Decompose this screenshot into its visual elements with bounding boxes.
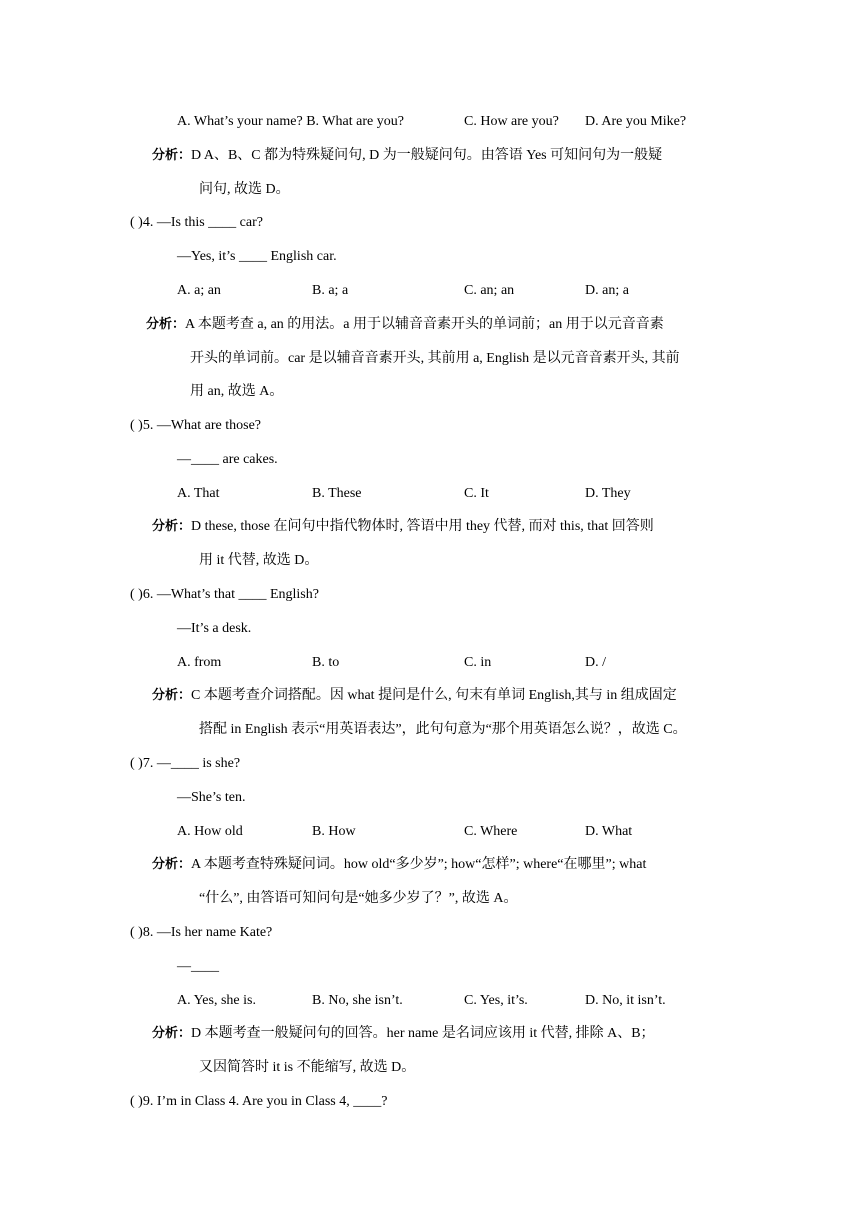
q8-option-a: A. Yes, she is.	[177, 993, 256, 1008]
q4-option-b: B. a; a	[312, 283, 349, 298]
q5-option-b: B. These	[312, 486, 362, 501]
answer-paren: ( )	[130, 587, 143, 602]
q7-option-c: C. Where	[464, 824, 518, 839]
q3-analysis-line1: 分析：D A、B、C 都为特殊疑问句, D 为一般疑问句。由答语 Yes 可知问句为一般疑	[152, 148, 663, 163]
q5-option-a: A. That	[177, 486, 220, 501]
q7-answer-line: —She’s ten.	[177, 790, 246, 805]
q5-answer-line: —____ are cakes.	[177, 452, 278, 467]
q3-analysis-line2: 问句, 故选 D。	[199, 182, 290, 197]
q7-option-d: D. What	[585, 824, 633, 839]
analysis-label: 分析：	[146, 317, 186, 332]
q7-option-a: A. How old	[177, 824, 243, 839]
analysis-label: 分析：	[152, 857, 192, 872]
q6-option-a: A. from	[177, 655, 222, 670]
q6-option-d: D. /	[585, 655, 606, 670]
q4-analysis-line3: 用 an, 故选 A。	[190, 384, 284, 399]
q6-stem: ( )6. —What’s that ____ English?	[130, 587, 319, 602]
q3-option-d: D. Are you Mike?	[585, 114, 687, 129]
analysis-label: 分析：	[152, 519, 192, 534]
q5-option-c: C. It	[464, 486, 489, 501]
answer-paren: ( )	[130, 1094, 143, 1109]
q5-analysis-line1: 分析：D these, those 在问句中指代物体时, 答语中用 they 代替, 而对 this, that 回答则	[152, 519, 654, 534]
answer-paren: ( )	[130, 215, 143, 230]
q8-answer-line: —____	[177, 959, 219, 974]
q8-analysis-line1: 分析：D 本题考查一般疑问句的回答。her name 是名词应该用 it 代替, 排除 A、B；	[152, 1026, 655, 1041]
answer-paren: ( )	[130, 925, 143, 940]
q6-answer-line: —It’s a desk.	[177, 621, 252, 636]
q6-option-c: C. in	[464, 655, 492, 670]
q8-option-b: B. No, she isn’t.	[312, 993, 403, 1008]
q8-option-c: C. Yes, it’s.	[464, 993, 528, 1008]
analysis-label: 分析：	[152, 688, 192, 703]
q4-option-d: D. an; a	[585, 283, 629, 298]
answer-paren: ( )	[130, 756, 143, 771]
q7-stem: ( )7. —____ is she?	[130, 756, 241, 771]
q4-stem: ( )4. —Is this ____ car?	[130, 215, 263, 230]
q7-analysis-line1: 分析：A 本题考查特殊疑问词。how old“多少岁”; how“怎样”; where“在哪里”; what	[152, 857, 647, 872]
q8-option-d: D. No, it isn’t.	[585, 993, 666, 1008]
q6-analysis-line2: 搭配 in English 表示“用英语表达”，此句句意为“那个用英语怎么说？，故选 C。	[199, 722, 687, 737]
analysis-label: 分析：	[152, 1026, 192, 1041]
q9-stem: ( )9. I’m in Class 4. Are you in Class 4, ____?	[130, 1094, 388, 1109]
q6-option-b: B. to	[312, 655, 340, 670]
q7-option-b: B. How	[312, 824, 356, 839]
q4-analysis-line1: 分析：A 本题考查 a, an 的用法。a 用于以辅音音素开头的单词前；an 用于以元音音素	[146, 317, 664, 332]
answer-paren: ( )	[130, 418, 143, 433]
q6-analysis-line1: 分析：C 本题考查介词搭配。因 what 提问是什么, 句末有单词 English,其与 in 组成固定	[152, 688, 677, 703]
q8-stem: ( )8. —Is her name Kate?	[130, 925, 273, 940]
q5-stem: ( )5. —What are those?	[130, 418, 262, 433]
q3-option-c: C. How are you?	[464, 114, 559, 129]
q4-analysis-line2: 开头的单词前。car 是以辅音音素开头, 其前用 a, English 是以元音音素开头, 其前	[190, 351, 680, 366]
q4-option-a: A. a; an	[177, 283, 221, 298]
q8-analysis-line2: 又因简答时 it is 不能缩写, 故选 D。	[199, 1060, 416, 1075]
q3-option-ab: A. What’s your name? B. What are you?	[177, 114, 404, 129]
analysis-label: 分析：	[152, 148, 192, 163]
q5-analysis-line2: 用 it 代替, 故选 D。	[199, 553, 319, 568]
q7-analysis-line2: “什么”, 由答语可知问句是“她多少岁了？”, 故选 A。	[199, 891, 518, 906]
q5-option-d: D. They	[585, 486, 631, 501]
q4-answer-line: —Yes, it’s ____ English car.	[177, 249, 337, 264]
q4-option-c: C. an; an	[464, 283, 515, 298]
